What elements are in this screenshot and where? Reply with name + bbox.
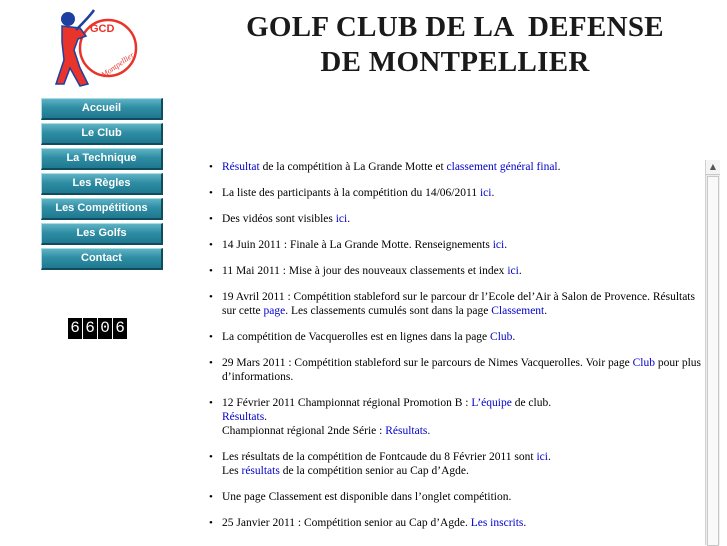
news-text: 11 Mai 2011 : Mise à jour des nouveaux classements et index (222, 265, 508, 277)
news-text: de la compétition à La Grande Motte et (259, 161, 447, 173)
site-title-line2: DE MONTPELLIER (320, 46, 590, 78)
news-link[interactable]: ici (479, 187, 492, 199)
visitor-counter (68, 318, 128, 339)
scroll-up-arrow-icon[interactable]: ▲ (706, 160, 720, 175)
bullet-icon: • (209, 161, 213, 173)
counter-digit: 6 (113, 318, 127, 339)
main-nav (41, 98, 163, 273)
news-item (200, 186, 705, 200)
news-link[interactable]: ici (507, 265, 519, 277)
news-link[interactable]: Club (632, 357, 655, 369)
news-item (200, 238, 705, 252)
bullet-icon: • (209, 187, 213, 199)
bullet-icon: • (209, 291, 213, 303)
nav-les-golfs-button[interactable]: Les Golfs (41, 223, 163, 245)
news-item (200, 356, 705, 384)
bullet-icon: • (209, 357, 213, 369)
news-item (200, 330, 705, 344)
news-text: . (518, 265, 522, 277)
news-link[interactable]: ici (492, 239, 505, 251)
nav-la-technique-button[interactable]: La Technique (41, 148, 163, 170)
site-title (200, 10, 710, 80)
news-scrollbar[interactable] (705, 160, 720, 545)
news-text: . (347, 213, 351, 225)
news-text: La liste des participants à la compétition du 14/06/2011 (222, 187, 480, 199)
news-link[interactable]: Résultat (222, 161, 260, 173)
news-text: . (544, 305, 548, 317)
news-text: 29 Mars 2011 : Compétition stableford sur le parcours de Nimes Vacquerolles. Voir page (222, 357, 633, 369)
news-link[interactable]: Les inscrits (470, 517, 524, 529)
news-link[interactable]: classement général final (446, 161, 558, 173)
counter-digit: 6 (68, 318, 82, 339)
news-text: Les (222, 465, 242, 477)
bullet-icon: • (209, 265, 213, 277)
news-item (200, 396, 705, 438)
golfer-logo-icon (50, 6, 140, 90)
news-link[interactable]: L’équipe (471, 397, 512, 409)
nav-accueil-button[interactable]: Accueil (41, 98, 163, 120)
bullet-icon: • (209, 213, 213, 225)
bullet-icon: • (209, 331, 213, 343)
news-link[interactable]: ici (335, 213, 348, 225)
news-text: Les résultats de la compétition de Fontcaude du 8 Février 2011 sont (222, 451, 537, 463)
news-item (200, 264, 705, 278)
news-text: La compétition de Vacquerolles est en lignes dans la page (222, 331, 491, 343)
news-text: pour plus d’informations. (222, 357, 701, 383)
counter-digit: 6 (83, 318, 97, 339)
news-text: . (547, 451, 551, 463)
news-link[interactable]: Résultats. (385, 425, 431, 437)
news-item (200, 290, 705, 318)
news-text: Des vidéos sont visibles (222, 213, 336, 225)
nav-le-club-button[interactable]: Le Club (41, 123, 163, 145)
news-text: . (504, 239, 508, 251)
news-text: Une page Classement est disponible dans l’onglet compétition. (222, 491, 512, 503)
news-text: . (264, 411, 268, 423)
news-text: de la compétition senior au Cap d’Agde. (279, 465, 469, 477)
news-text: 12 Février 2011 Championnat régional Promotion B : (222, 397, 472, 409)
news-text: Championnat régional 2nde Série : (222, 425, 386, 437)
news-item (200, 212, 705, 226)
news-text: 25 Janvier 2011 : Compétition senior au Cap d’Agde. (222, 517, 471, 529)
news-text: . (491, 187, 495, 199)
news-text: 14 Juin 2011 : Finale à La Grande Motte. Renseignements (222, 239, 493, 251)
news-item (200, 160, 705, 174)
news-link[interactable]: Résultats (222, 411, 265, 423)
svg-text:Montpellier: Montpellier (99, 50, 136, 80)
news-item (200, 516, 705, 530)
news-link[interactable]: résultats (241, 465, 280, 477)
news-frame (200, 160, 705, 545)
news-item (200, 450, 705, 478)
bullet-icon: • (209, 397, 213, 409)
news-text: de club. (511, 397, 552, 409)
counter-digit: 0 (98, 318, 112, 339)
news-text: 19 Avril 2011 : Compétition stableford sur le parcour dr l’Ecole del’Air à Salon de Provence. Résultats sur cette (222, 291, 695, 317)
news-link[interactable]: ici (536, 451, 548, 463)
nav-les-regles-button[interactable]: Les Règles (41, 173, 163, 195)
news-link[interactable]: Club (490, 331, 513, 343)
scroll-thumb[interactable] (707, 176, 719, 546)
bullet-icon: • (209, 517, 213, 529)
news-item (200, 490, 705, 504)
news-list (200, 160, 705, 530)
svg-text:GCD: GCD (90, 23, 115, 35)
nav-contact-button[interactable]: Contact (41, 248, 163, 270)
news-text: . (557, 161, 561, 173)
bullet-icon: • (209, 451, 213, 463)
nav-les-competitions-button[interactable]: Les Compétitions (41, 198, 163, 220)
news-text: . (512, 331, 516, 343)
news-link[interactable]: page (263, 305, 286, 317)
news-link[interactable]: Classement (491, 305, 545, 317)
news-text: . (523, 517, 527, 529)
bullet-icon: • (209, 239, 213, 251)
site-title-line1: GOLF CLUB DE LA DEFENSE (246, 11, 664, 43)
news-text: . Les classements cumulés sont dans la page (285, 305, 492, 317)
bullet-icon: • (209, 491, 213, 503)
